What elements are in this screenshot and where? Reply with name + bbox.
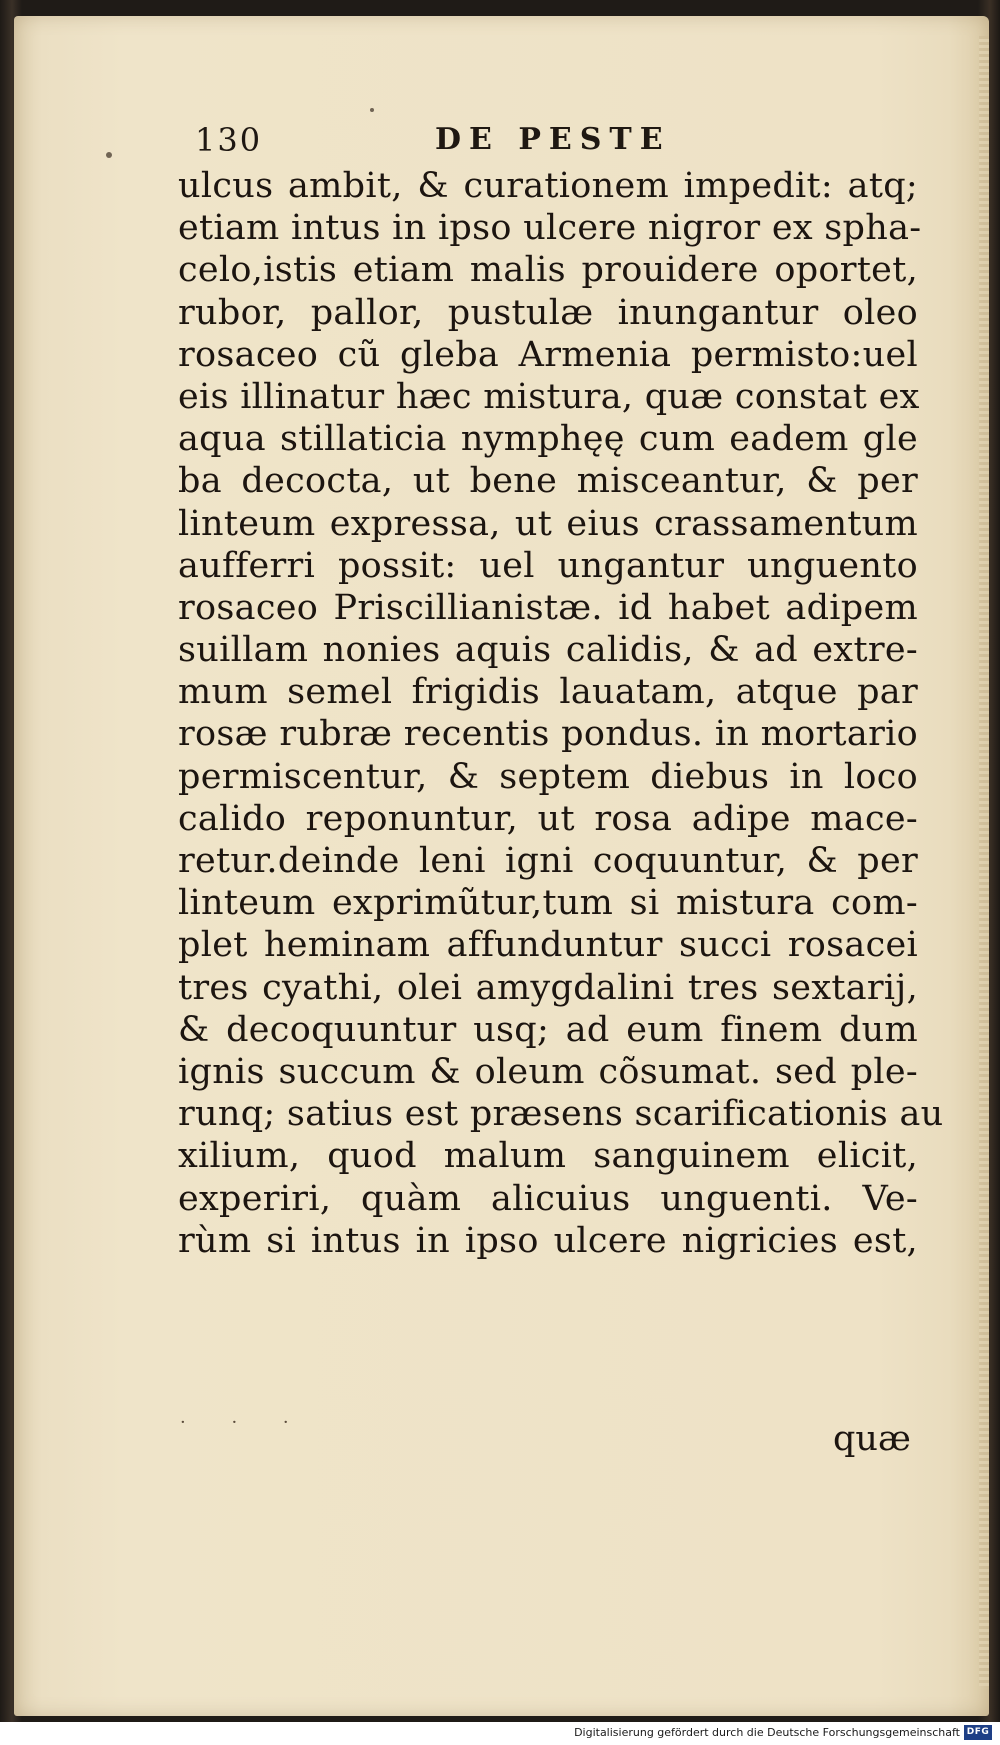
text-line: mum semel frigidis lauatam, atque par	[178, 672, 918, 713]
text-line: linteum exprimũtur,tum si mistura com-	[178, 883, 918, 924]
dfg-logo: DFG	[964, 1725, 992, 1740]
page-number: 130	[195, 121, 263, 159]
text-line: suillam nonies aquis calidis, & ad extre-	[178, 630, 918, 671]
text-line: xilium, quod malum sanguinem elicit,	[178, 1136, 918, 1177]
text-line: runq; satius est præsens scarificationis au	[178, 1094, 944, 1135]
text-line: calido reponuntur, ut rosa adipe mace-	[178, 798, 918, 839]
text-line: ulcus ambit, & curationem impedit: atq;	[178, 166, 918, 206]
text-line: aqua stillaticia nymphęę cum eadem gle	[178, 419, 918, 460]
text-line: celo,istis etiam malis prouidere oportet,	[178, 250, 918, 291]
text-line: ba decocta, ut bene misceantur, & per	[178, 461, 918, 502]
catchword: quæ	[833, 1419, 911, 1459]
text-line: linteum expressa, ut eius crassamentum	[178, 503, 918, 544]
ink-speck	[370, 108, 374, 112]
text-line: & decoquuntur usq; ad eum finem dum	[178, 1009, 918, 1050]
text-line: experiri, quàm alicuius unguenti. Ve-	[178, 1178, 918, 1219]
text-line: rosæ rubræ recentis pondus. in mortario	[178, 714, 918, 755]
bottom-ink-marks: · · ·	[180, 1412, 309, 1433]
dfg-credit-text: Digitalisierung gefördert durch die Deutsche Forschungsgemeinschaft	[574, 1726, 960, 1739]
text-line: rosaceo Priscillianistæ. id habet adipem	[178, 587, 918, 628]
text-line: tres cyathi, olei amygdalini tres sextarij,	[178, 967, 918, 1008]
running-title: DE PESTE	[435, 122, 671, 157]
text-line: eis illinatur hæc mistura, quæ constat ex	[178, 376, 920, 417]
body-text	[178, 165, 948, 1262]
text-line: retur.deinde leni igni coquuntur, & per	[178, 841, 918, 881]
text-line: rosaceo cũ gleba Armenia permisto:uel	[178, 334, 918, 375]
text-line: plet heminam affunduntur succi rosacei	[178, 925, 918, 966]
ink-speck	[106, 152, 112, 158]
text-line: rùm si intus in ipso ulcere nigricies est,	[178, 1220, 918, 1261]
text-line: aufferri possit: uel ungantur unguento	[178, 545, 918, 586]
digitization-footer	[0, 1722, 1000, 1745]
text-line: rubor, pallor, pustulæ inungantur oleo	[178, 292, 918, 333]
text-line: permiscentur, & septem diebus in loco	[178, 756, 918, 797]
text-line: etiam intus in ipso ulcere nigror ex spha-	[178, 208, 922, 249]
running-head	[195, 118, 755, 162]
text-line: ignis succum & oleum cõsumat. sed ple-	[178, 1051, 918, 1092]
